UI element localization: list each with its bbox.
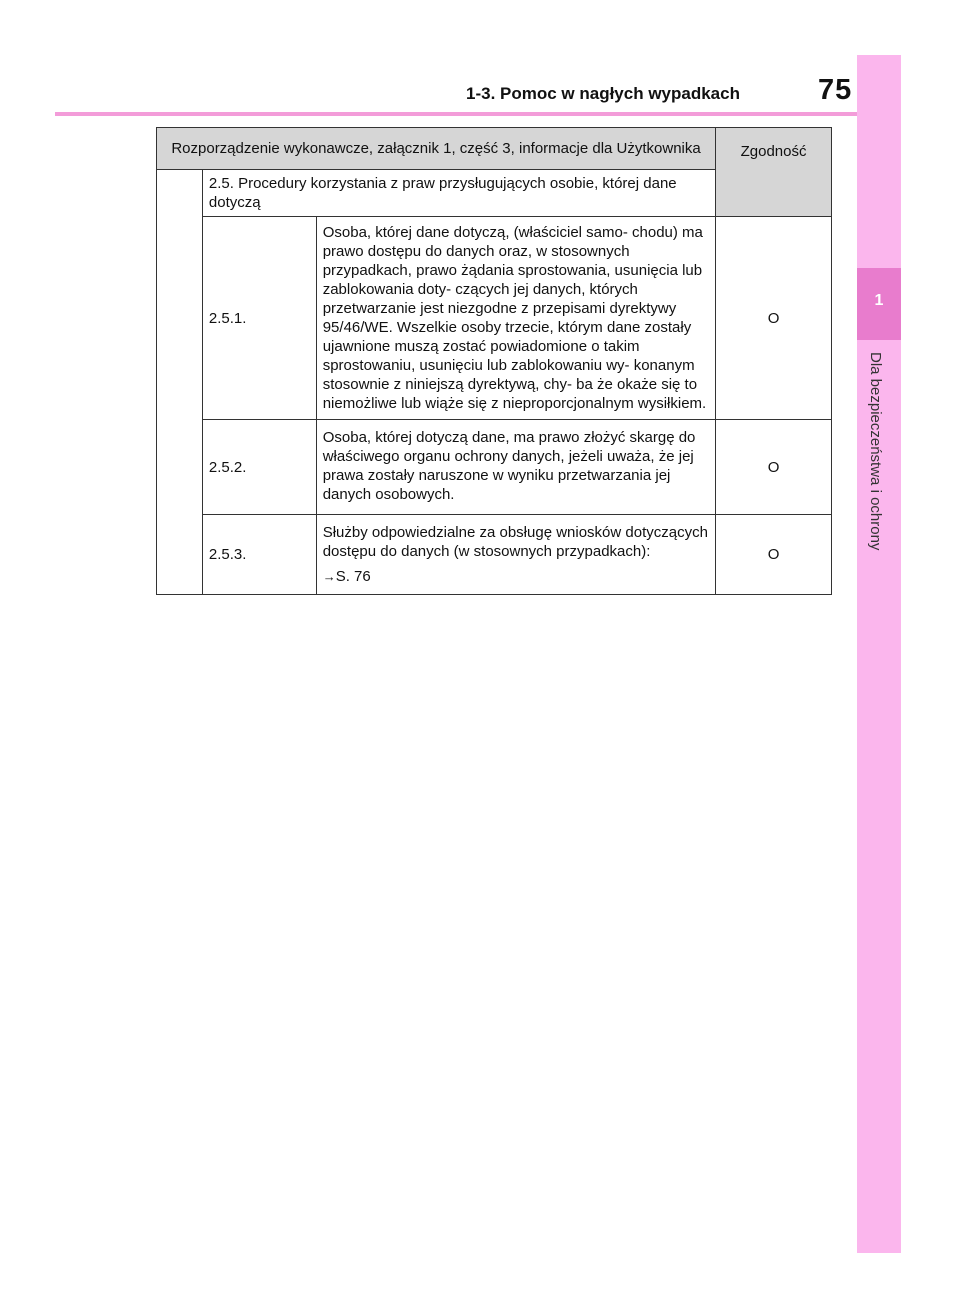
page-reference[interactable] <box>323 567 709 586</box>
chapter-side-tab <box>857 55 901 1253</box>
table-section-title: 2.5. Procedury korzystania z praw przysługujących osobie, której dane dotyczą <box>202 170 715 217</box>
table-header-regulation: Rozporządzenie wykonawcze, załącznik 1, część 3, informacje dla Użytkownika <box>157 128 716 170</box>
row-text: Osoba, której dane dotyczą, (właściciel samo- chodu) ma prawo dostępu do danych oraz, w stosownych przypadkach, prawo żądania sprostowania, usunięcia lub zablokowania doty- czących jej danych, których przetwarzanie jest niezgodne z przepisami dyrektywy 95/46/WE. Wszelkie osoby trzecie, którym dane zostały ujawnione muszą zostać powiadomione o takim sprostowaniu, usunięciu lub zablokowaniu wy- konanym stosownie z niniejszą dyrektywą, chy- ba że okaże się to niemożliwe lub wiąże się z nieproporcjonalnym wysiłkiem. <box>322 224 707 412</box>
table-row <box>157 217 832 420</box>
arrow-right-icon: → <box>322 569 336 584</box>
section-title: 1-3. Pomoc w nagłych wypadkach <box>466 84 740 103</box>
row-number: 2.5.1. <box>202 217 316 420</box>
row-number: 2.5.2. <box>202 420 316 515</box>
row-description <box>316 515 715 595</box>
table-row <box>157 420 832 515</box>
chapter-label: Dla bezpieczeństwa i ochrony <box>867 352 884 551</box>
page-reference-text: S. 76 <box>335 568 371 585</box>
row-description <box>316 420 715 515</box>
row-text: Osoba, której dotyczą dane, ma prawo złożyć skargę do właściwego organu ochrony danych, jeżeli uważa, że jej prawa zostały naruszone w wyniku przetwarzania jej danych osobowych. <box>322 429 696 503</box>
row-description <box>316 217 715 420</box>
row-compliance: O <box>716 515 832 595</box>
row-compliance: O <box>716 217 832 420</box>
header-rule <box>55 112 857 116</box>
table-indent-cell <box>157 170 203 595</box>
row-text: Służby odpowiedzialne za obsługę wniosków dotyczących dostępu do danych (w stosownych przypadkach): <box>322 524 708 560</box>
row-compliance: O <box>716 420 832 515</box>
table-header-compliance: Zgodność <box>716 128 832 217</box>
row-number: 2.5.3. <box>202 515 316 595</box>
table-header-row <box>157 128 832 170</box>
compliance-table <box>156 127 832 595</box>
table-row <box>157 515 832 595</box>
page-number: 75 <box>818 74 853 106</box>
chapter-number: 1 <box>874 292 884 309</box>
